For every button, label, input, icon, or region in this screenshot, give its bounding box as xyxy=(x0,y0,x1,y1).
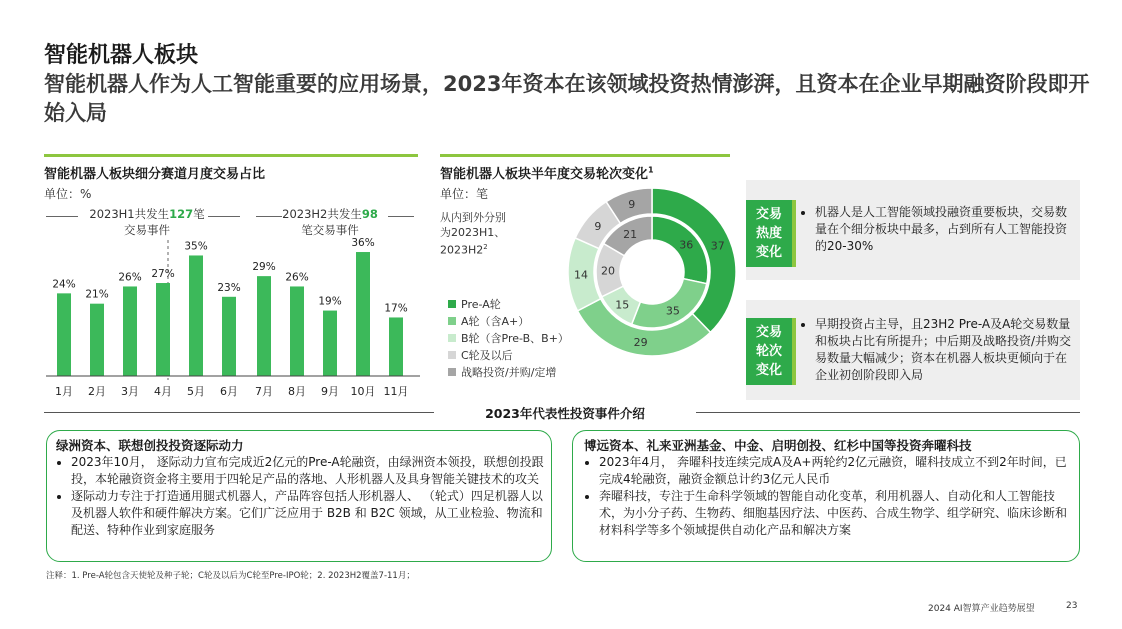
x-tick-label: 3月 xyxy=(121,385,139,398)
badge-trade-rounds xyxy=(746,318,796,385)
bar-11 xyxy=(389,317,403,376)
legend-swatch xyxy=(448,351,456,359)
bar-value-label: 27% xyxy=(151,268,175,281)
badge1-line3: 变化 xyxy=(755,245,782,260)
x-tick-label: 9月 xyxy=(321,385,339,398)
donut-title-text: 智能机器人板块半年度交易轮次变化 xyxy=(440,167,649,182)
h1-count: 127 xyxy=(169,207,194,221)
bar-value-label: 36% xyxy=(351,237,375,250)
x-tick-label: 6月 xyxy=(220,385,238,398)
donut-value-label: 9 xyxy=(628,197,636,211)
event-content-left xyxy=(56,436,546,539)
h1-note-line2: 交易事件 xyxy=(124,223,170,237)
donut-chart-unit: 单位：笔 xyxy=(440,187,489,201)
legend-swatch xyxy=(448,334,456,342)
bar-6 xyxy=(222,297,236,376)
badge1-line2: 热度 xyxy=(755,226,782,241)
event-content-right xyxy=(584,436,1072,539)
x-tick-label: 8月 xyxy=(288,385,306,398)
h2-count: 98 xyxy=(361,207,378,221)
legend-label: C轮及以后 xyxy=(461,348,513,362)
section-accent-bar-2 xyxy=(440,154,730,157)
bar-chart-unit: 单位：% xyxy=(44,187,92,201)
legend-swatch xyxy=(448,300,456,308)
legend-swatch xyxy=(448,317,456,325)
donut-value-label: 21 xyxy=(623,227,638,241)
bar-2 xyxy=(90,304,104,376)
donut-value-label: 29 xyxy=(633,336,648,350)
bar-4 xyxy=(156,283,170,376)
x-tick-label: 4月 xyxy=(154,385,172,398)
bar-chart xyxy=(44,200,424,404)
divider-left xyxy=(44,412,434,413)
legend-label: 战略投资/并购/定增 xyxy=(461,365,557,379)
bar-8 xyxy=(290,286,304,376)
event-left-bullet-2: • 逐际动力专注于打造通用腿式机器人，产品阵容包括人形机器人、 （轮式）四足机器人以及机器人软件和硬件解决方案。它们广泛应用于 B2B 和 B2C 领域，从工业检验、物流和配送、特种作业到家庭服务 xyxy=(71,488,546,539)
legend-item xyxy=(448,312,569,329)
section-accent-bar xyxy=(44,154,418,157)
legend-item xyxy=(448,295,569,312)
bar-9 xyxy=(323,311,337,376)
h1-note-post: 笔 xyxy=(193,207,205,221)
x-tick-label: 10月 xyxy=(350,385,376,398)
events-divider-title: 2023年代表性投资事件介绍 xyxy=(485,406,645,421)
info-bullet-rounds: • 早期投资占主导，且23H2 Pre-A及A轮交易数量和板块占比有所提升；中后期及战略投资/并购交易数量大幅减少；资本在机器人板块更倾向于在企业初创阶段即入局 xyxy=(815,316,1074,384)
footer-note: 注释：1. Pre-A轮包含天使轮及种子轮；C轮及以后为C轮至Pre-IPO轮；2. 2023H2覆盖7-11月； xyxy=(46,571,415,581)
bar-10 xyxy=(356,252,370,376)
bar-5 xyxy=(189,255,203,376)
badge-trade-heat xyxy=(746,200,796,267)
bar-1 xyxy=(57,293,71,376)
donut-value-label: 36 xyxy=(679,238,694,252)
badge1-line1: 交易 xyxy=(755,207,782,222)
donut-value-label: 35 xyxy=(665,304,680,318)
x-tick-label: 5月 xyxy=(187,385,205,398)
badge2-line2: 轮次 xyxy=(755,344,782,359)
donut-note-line1: 从内到外分别 xyxy=(440,211,506,224)
legend-label: A轮（含A+） xyxy=(461,314,530,328)
bar-value-label: 19% xyxy=(318,295,342,308)
info-bullet-heat: • 机器人是人工智能领域投融资重要板块，交易数量在个细分板块中最多，占到所有人工智能投资的20-30% xyxy=(815,204,1072,255)
bar-value-label: 17% xyxy=(384,302,408,315)
donut-chart xyxy=(566,186,738,358)
donut-value-label: 9 xyxy=(594,219,602,233)
info-text-rounds xyxy=(800,316,1074,384)
donut-value-label: 20 xyxy=(601,264,616,278)
donut-value-label: 15 xyxy=(615,298,630,312)
badge2-line3: 变化 xyxy=(755,363,782,378)
bar-3 xyxy=(123,286,137,376)
legend-label: B轮（含Pre-B、B+） xyxy=(461,331,569,345)
donut-note-line3: 2023H2 xyxy=(440,243,484,257)
legend-label: Pre-A轮 xyxy=(461,297,501,311)
h2-note-pre: 2023H2共发生 xyxy=(282,207,362,221)
donut-note-sup: 2 xyxy=(483,243,488,251)
legend-item xyxy=(448,363,569,380)
x-tick-label: 11月 xyxy=(383,385,409,398)
legend-swatch xyxy=(448,368,456,376)
footer-report: 2024 AI智算产业趋势展望 xyxy=(928,604,1035,614)
legend-item xyxy=(448,346,569,363)
bar-value-label: 24% xyxy=(52,278,76,291)
event-right-bullet-1: • 2023年4月， 奔曜科技连续完成A及A+两轮约2亿元融资，曜科技成立不到2年时间，已完成4轮融资，融资金额总计约3亿元人民币 xyxy=(599,454,1072,488)
x-tick-label: 7月 xyxy=(255,385,273,398)
x-tick-label: 2月 xyxy=(88,385,106,398)
divider-right xyxy=(696,412,1080,413)
h1-note-pre: 2023H1共发生 xyxy=(89,207,170,221)
donut-chart-title xyxy=(440,163,654,182)
bar-value-label: 26% xyxy=(285,271,309,284)
page-title: 智能机器人板块 xyxy=(44,43,199,68)
event-right-bullet-2: • 奔曜科技，专注于生命科学领域的智能自动化变革，利用机器人、自动化和人工智能技术，为小分子药、生物药、细胞基因疗法、中医药、合成生物学、组学研究、临床诊断和材料科学等多个领域提供自动化产品和解决方案 xyxy=(599,488,1072,539)
donut-title-sup: 1 xyxy=(648,165,654,175)
donut-note-line2: 为2023H1、 xyxy=(440,226,506,239)
info-text-heat xyxy=(800,204,1072,255)
donut-value-label: 14 xyxy=(574,268,589,282)
page-subtitle: 智能机器人作为人工智能重要的应用场景，2023年资本在该领域投资热情澎湃，且资本在企业早期融资阶段即开始入局 xyxy=(44,72,1090,125)
badge2-line1: 交易 xyxy=(755,325,782,340)
bar-value-label: 21% xyxy=(85,288,109,301)
event-left-bullet-1: • 2023年10月， 逐际动力宣布完成近2亿元的Pre-A轮融资，由绿洲资本领投，联想创投跟投，本轮融资资金将主要用于四轮足产品的落地、人形机器人及具身智能关键技术的攻关 xyxy=(71,454,546,488)
h2-note-line2: 笔交易事件 xyxy=(301,223,359,237)
bar-chart-title: 智能机器人板块细分赛道月度交易占比 xyxy=(44,167,266,182)
bar-value-label: 26% xyxy=(118,271,142,284)
footer-page: 23 xyxy=(1066,601,1078,611)
x-tick-label: 1月 xyxy=(55,385,73,398)
bar-value-label: 29% xyxy=(252,261,276,274)
donut-note xyxy=(440,210,506,258)
donut-value-label: 37 xyxy=(710,239,725,253)
donut-legend xyxy=(448,295,569,380)
event-right-title: 博远资本、礼来亚洲基金、中金、启明创投、红杉中国等投资奔曜科技 xyxy=(584,438,972,453)
legend-item xyxy=(448,329,569,346)
bar-value-label: 35% xyxy=(184,240,208,253)
event-left-title: 绿洲资本、联想创投投资逐际动力 xyxy=(56,438,244,453)
bar-7 xyxy=(257,276,271,376)
bar-value-label: 23% xyxy=(217,281,241,294)
